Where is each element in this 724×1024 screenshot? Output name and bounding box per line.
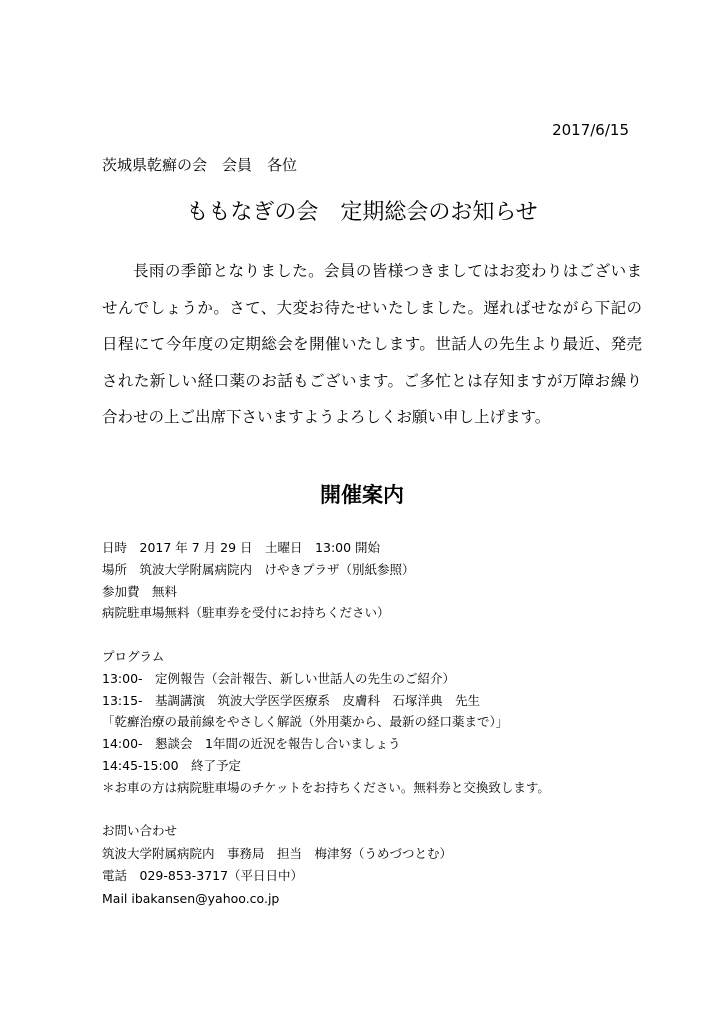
program-item: 14:45-15:00 終了予定 bbox=[102, 757, 242, 773]
program-item: 13:00- 定例報告（会計報告、新しい世話人の先生のご紹介） bbox=[102, 670, 456, 686]
contact-email: Mail ibakansen@yahoo.co.jp bbox=[102, 890, 280, 906]
section-heading: 開催案内 bbox=[320, 483, 404, 507]
body-paragraph: 長雨の季節となりました。会員の皆様つきましてはお変わりはございませんでしょうか。さて、大変お待たせいたしました。遅ればせながら下記の日程にて今年度の定期総会を開催いたします。世話人の先生より最近、発売された新しい経口薬のお話もございます。ご多忙とは存知ますが万障お繰り合わせの上ご出席下さいますようよろしくお願い申し上げます。 bbox=[102, 262, 642, 427]
program-item: 13:15- 基調講演 筑波大学医学医療系 皮膚科 石塚洋典 先生 bbox=[102, 692, 481, 708]
info-fee: 参加費 無料 bbox=[102, 583, 178, 599]
contact-label: お問い合わせ bbox=[102, 823, 178, 838]
contact-office: 筑波大学附属病院内 事務局 担当 梅津努（うめづつとむ） bbox=[102, 845, 453, 861]
event-info-block bbox=[102, 537, 415, 624]
program-note: ＊お車の方は病院駐車場のチケットをお持ちください。無料券と交換致します。 bbox=[102, 779, 550, 795]
recipient-line: 茨城県乾癬の会 会員 各位 bbox=[102, 156, 298, 174]
info-datetime: 日時 2017 年 7 月 29 日 土曜日 13:00 開始 bbox=[102, 540, 381, 555]
info-parking: 病院駐車場無料（駐車券を受付にお持ちください） bbox=[102, 605, 390, 621]
program-item: 14:00- 懇談会 1年間の近況を報告し合いましょう bbox=[102, 736, 401, 752]
contact-phone: 電話 029-853-3717（平日日中） bbox=[102, 868, 304, 883]
document-date: 2017/6/15 bbox=[552, 121, 629, 139]
info-venue: 場所 筑波大学附属病院内 けやきプラザ（別紙参照） bbox=[102, 561, 415, 577]
contact-block bbox=[102, 820, 452, 910]
program-block bbox=[102, 646, 550, 799]
program-item: 「乾癬治療の最前線をやさしく解説（外用薬から、最新の経口薬まで）」 bbox=[102, 714, 509, 730]
document-title: ももなぎの会 定期総会のお知らせ bbox=[186, 200, 538, 225]
program-label: プログラム bbox=[102, 649, 165, 664]
